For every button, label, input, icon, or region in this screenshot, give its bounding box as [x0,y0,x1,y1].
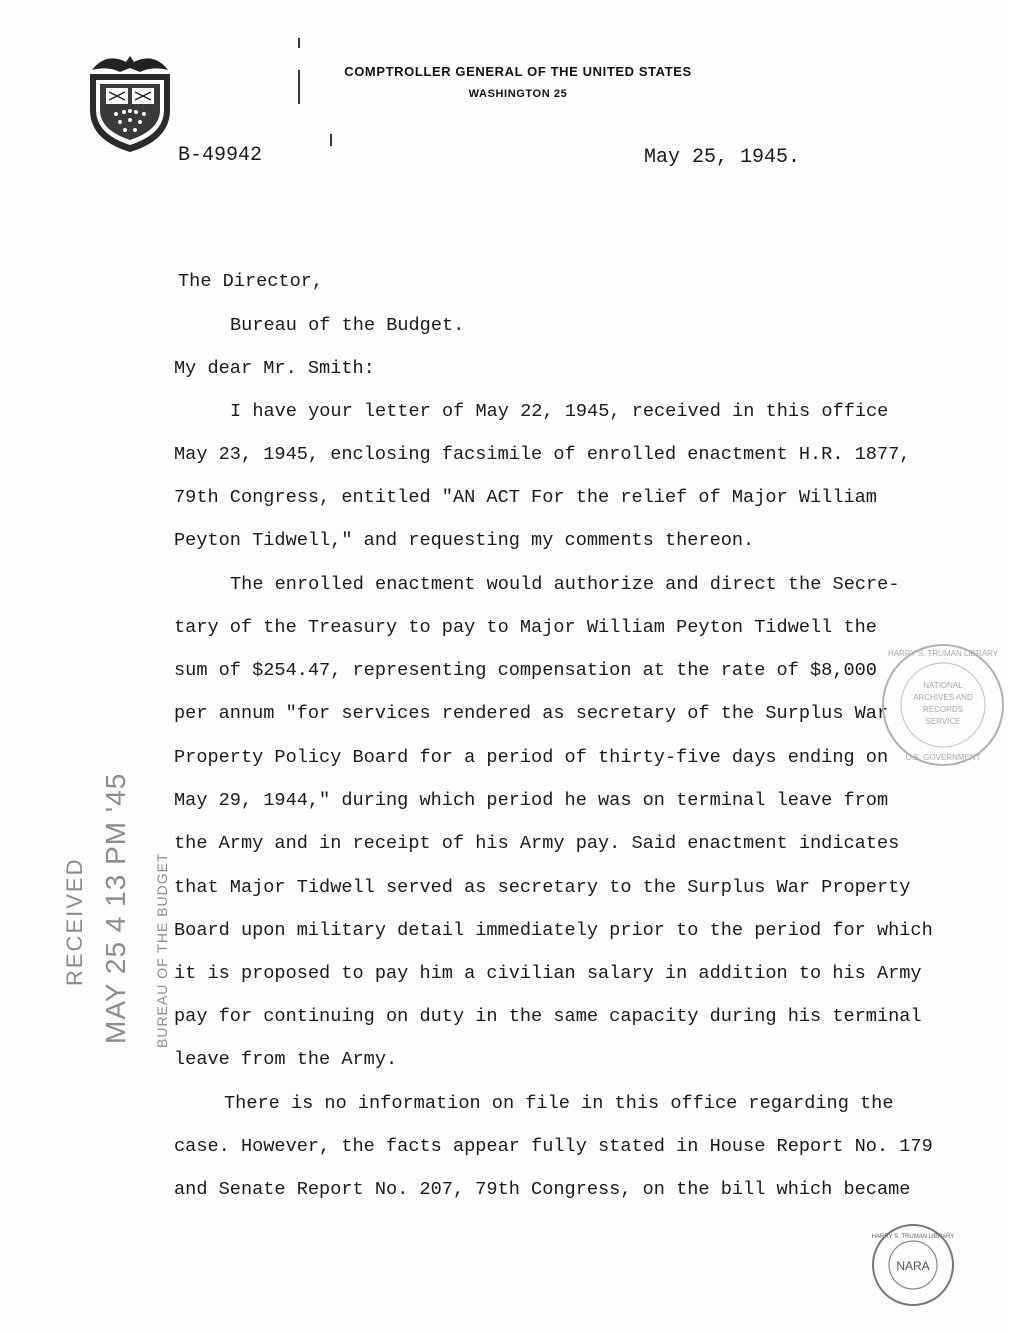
letterhead-title: COMPTROLLER GENERAL OF THE UNITED STATES [344,64,692,79]
salutation: My dear Mr. Smith: [174,358,375,379]
ink-mark [298,70,300,104]
body-line: May 29, 1944," during which period he was on terminal leave from [174,790,889,811]
body-line: case. However, the facts appear fully stated in House Report No. 179 [174,1136,933,1157]
body-line: I have your letter of May 22, 1945, received in this office [230,401,889,422]
stamp-circle-text-3: RECORDS [922,705,964,714]
body-line: sum of $254.47, representing compensation at the rate of $8,000 [174,660,877,681]
body-line: May 23, 1945, enclosing facsimile of enrolled enactment H.R. 1877, [174,444,911,465]
body-line: that Major Tidwell served as secretary to the Surplus War Property [174,877,911,898]
body-line: The enrolled enactment would authorize and direct the Secre- [230,574,900,595]
body-line: There is no information on file in this office regarding the [224,1093,894,1114]
ink-mark [330,134,332,146]
received-stamp-label: RECEIVED [62,857,87,986]
nara-stamp-icon [870,1222,956,1308]
body-line: leave from the Army. [174,1049,398,1070]
body-line: it is proposed to pay him a civilian salary in addition to his Army [174,963,922,984]
received-stamp-date: MAY 25 4 13 PM '45 [100,772,131,1044]
stamp-circle-top: HARRY S. TRUMAN LIBRARY [887,649,999,658]
stamp-circle-text-4: SERVICE [925,717,961,726]
body-line: and Senate Report No. 207, 79th Congress, on the bill which became [174,1179,911,1200]
received-stamp [44,772,304,1048]
file-number: B-49942 [178,144,263,167]
body-line: per annum "for services rendered as secretary of the Surplus War [174,703,889,724]
body-line: 79th Congress, entitled "AN ACT For the relief of Major William [174,487,877,508]
received-stamp-office: BUREAU OF THE BUDGET [154,852,170,1048]
truman-library-stamp-icon [878,640,1008,770]
nara-stamp-top: HARRY S. TRUMAN LIBRARY [871,1234,955,1240]
address-line-2: Bureau of the Budget. [230,315,465,336]
address-line-1: The Director, [178,271,324,292]
stamp-circle-text-1: NATIONAL [923,681,963,690]
body-line: Property Policy Board for a period of thirty-five days ending on [174,747,889,768]
stamp-circle-bottom: U.S. GOVERNMENT [905,753,981,762]
comptroller-seal-icon [82,48,178,154]
body-line: the Army and in receipt of his Army pay. Said enactment indicates [174,833,900,854]
body-line: Board upon military detail immediately prior to the period for which [174,920,933,941]
body-line: pay for continuing on duty in the same capacity during his terminal [174,1006,922,1027]
ink-mark [298,38,300,48]
letter-date: May 25, 1945. [644,146,801,169]
body-line: tary of the Treasury to pay to Major William Peyton Tidwell the [174,617,877,638]
letterhead-subtitle: WASHINGTON 25 [468,88,568,100]
body-line: Peyton Tidwell," and requesting my comments thereon. [174,530,755,551]
stamp-circle-text-2: ARCHIVES AND [913,693,973,702]
nara-stamp-center: NARA [896,1259,930,1273]
